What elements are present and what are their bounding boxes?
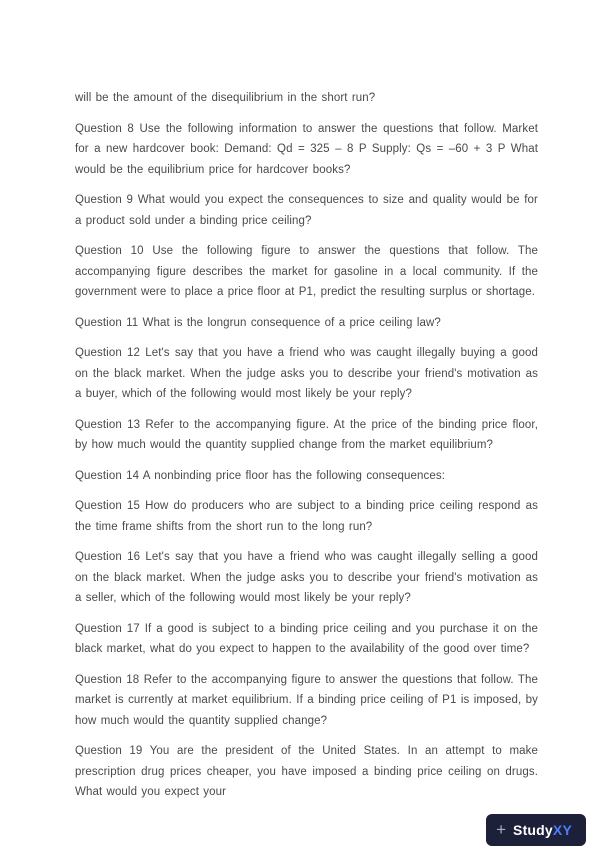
paragraph-question-11: Question 11 What is the longrun consequence of a price ceiling law? bbox=[75, 316, 441, 329]
paragraph-question-13: Question 13 Refer to the accompanying figure. At the price of the binding price floor, by how much would the quantity supplied change from the market equilibrium? bbox=[75, 418, 538, 451]
document-body bbox=[75, 88, 538, 803]
brand-study-text: Study bbox=[513, 822, 553, 838]
paragraph-question-10: Question 10 Use the following figure to answer the questions that follow. The accompanying figure describes the market for gasoline in a local community. If the government were to place a price floor at P1, predict the resulting surplus or shortage. bbox=[75, 245, 538, 298]
paragraph-question-17: Question 17 If a good is subject to a binding price ceiling and you purchase it on the black market, what do you expect to happen to the availability of the good over time? bbox=[75, 622, 538, 655]
paragraph-question-19: Question 19 You are the president of the United States. In an attempt to make prescription drug prices cheaper, you have imposed a binding price ceiling on drugs. What would you expect your bbox=[75, 745, 538, 798]
paragraph-question-18: Question 18 Refer to the accompanying figure to answer the questions that follow. The market is currently at market equilibrium. If a binding price ceiling of P1 is imposed, by how much would the quantity supplied change? bbox=[75, 673, 538, 727]
paragraph-carryover: will be the amount of the disequilibrium in the short run? bbox=[75, 92, 376, 104]
paragraph-question-14: Question 14 A nonbinding price floor has the following consequences: bbox=[75, 469, 445, 482]
paragraph-question-16: Question 16 Let's say that you have a friend who was caught illegally selling a good on the black market. When the judge asks you to describe your friend's motivation as a seller, which of the following would most likely be your reply? bbox=[75, 551, 538, 604]
plus-icon: + bbox=[496, 819, 507, 839]
brand-xy-text: XY bbox=[552, 822, 572, 838]
paragraph-question-8: Question 8 Use the following information to answer the questions that follow. Market for a new hardcover book: Demand: Qd = 325 – 8 P Supply: Qs = –60 + 3 P What would be the equilibrium price for hardcover books? bbox=[75, 122, 538, 176]
paragraph-question-15: Question 15 How do producers who are subject to a binding price ceiling respond as the time frame shifts from the short run to the long run? bbox=[75, 500, 538, 533]
studyxy-logo[interactable] bbox=[486, 814, 586, 846]
paragraph-question-12: Question 12 Let's say that you have a friend who was caught illegally buying a good on the black market. When the judge asks you to describe your friend's motivation as a buyer, which of the following would most likely be your reply? bbox=[75, 347, 538, 400]
paragraph-question-9: Question 9 What would you expect the consequences to size and quality would be for a product sold under a binding price ceiling? bbox=[75, 194, 538, 227]
brand-wordmark bbox=[513, 823, 572, 837]
